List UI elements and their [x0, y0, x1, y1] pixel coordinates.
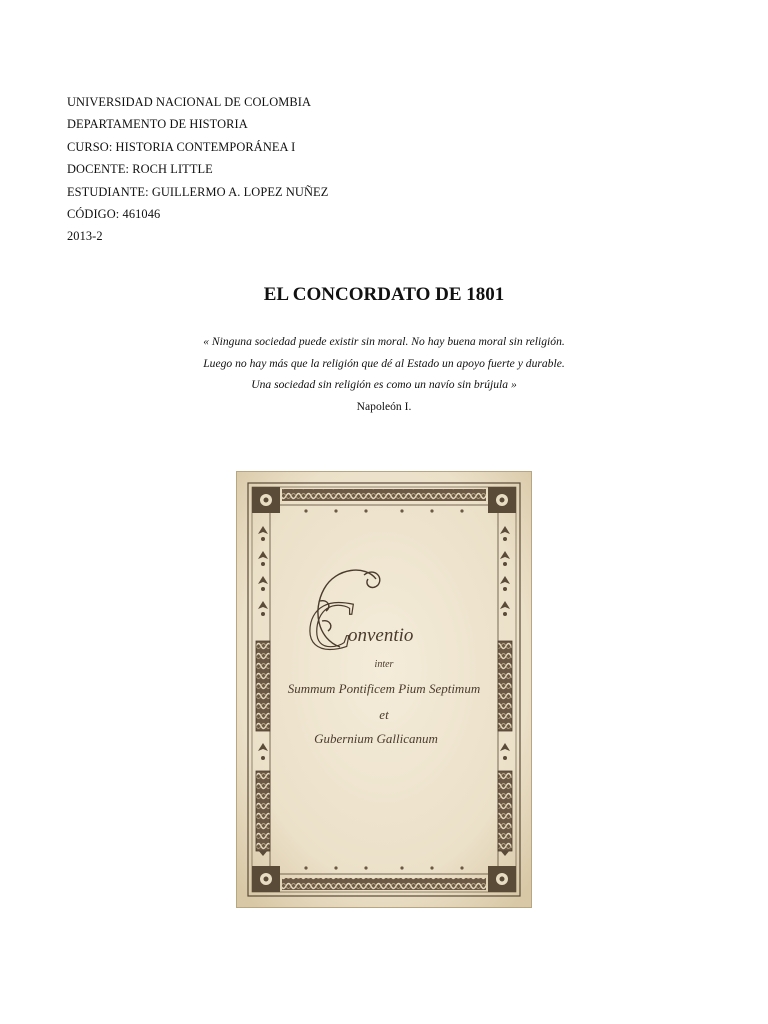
student-line: ESTUDIANTE: GUILLERMO A. LOPEZ NUÑEZ: [67, 184, 329, 199]
document-header: [67, 91, 328, 248]
manuscript-line-pontificem: Summum Pontificem Pium Septimum: [287, 681, 481, 696]
epigraph-quote: [0, 331, 768, 417]
manuscript-word-inter: inter: [374, 659, 394, 670]
teacher-line: DOCENTE: ROCH LITTLE: [67, 162, 213, 177]
manuscript-initial: C: [306, 588, 353, 665]
concordat-manuscript-image: [236, 471, 532, 908]
code-line: CÓDIGO: 461046: [67, 207, 161, 222]
quote-author: Napoleón I.: [356, 399, 412, 413]
document-title: EL CONCORDATO DE 1801: [263, 284, 505, 305]
quote-line-2: Luego no hay más que la religión que dé al Estado un apoyo fuerte y durable.: [203, 356, 565, 370]
manuscript-word-et: et: [379, 707, 389, 722]
quote-line-3: Una sociedad sin religión es como un navío sin brújula »: [251, 378, 517, 392]
manuscript-word-conventio: onventio: [348, 625, 414, 646]
manuscript-line-gubernium: Gubernium Gallicanum: [314, 731, 438, 746]
university-line: UNIVERSIDAD NACIONAL DE COLOMBIA: [67, 95, 311, 109]
department-line: DEPARTAMENTO DE HISTORIA: [67, 117, 248, 132]
course-line: CURSO: HISTORIA CONTEMPORÁNEA I: [67, 139, 296, 154]
quote-line-1: « Ninguna sociedad puede existir sin moral. No hay buena moral sin religión.: [203, 335, 565, 348]
semester-line: 2013-2: [67, 229, 103, 244]
